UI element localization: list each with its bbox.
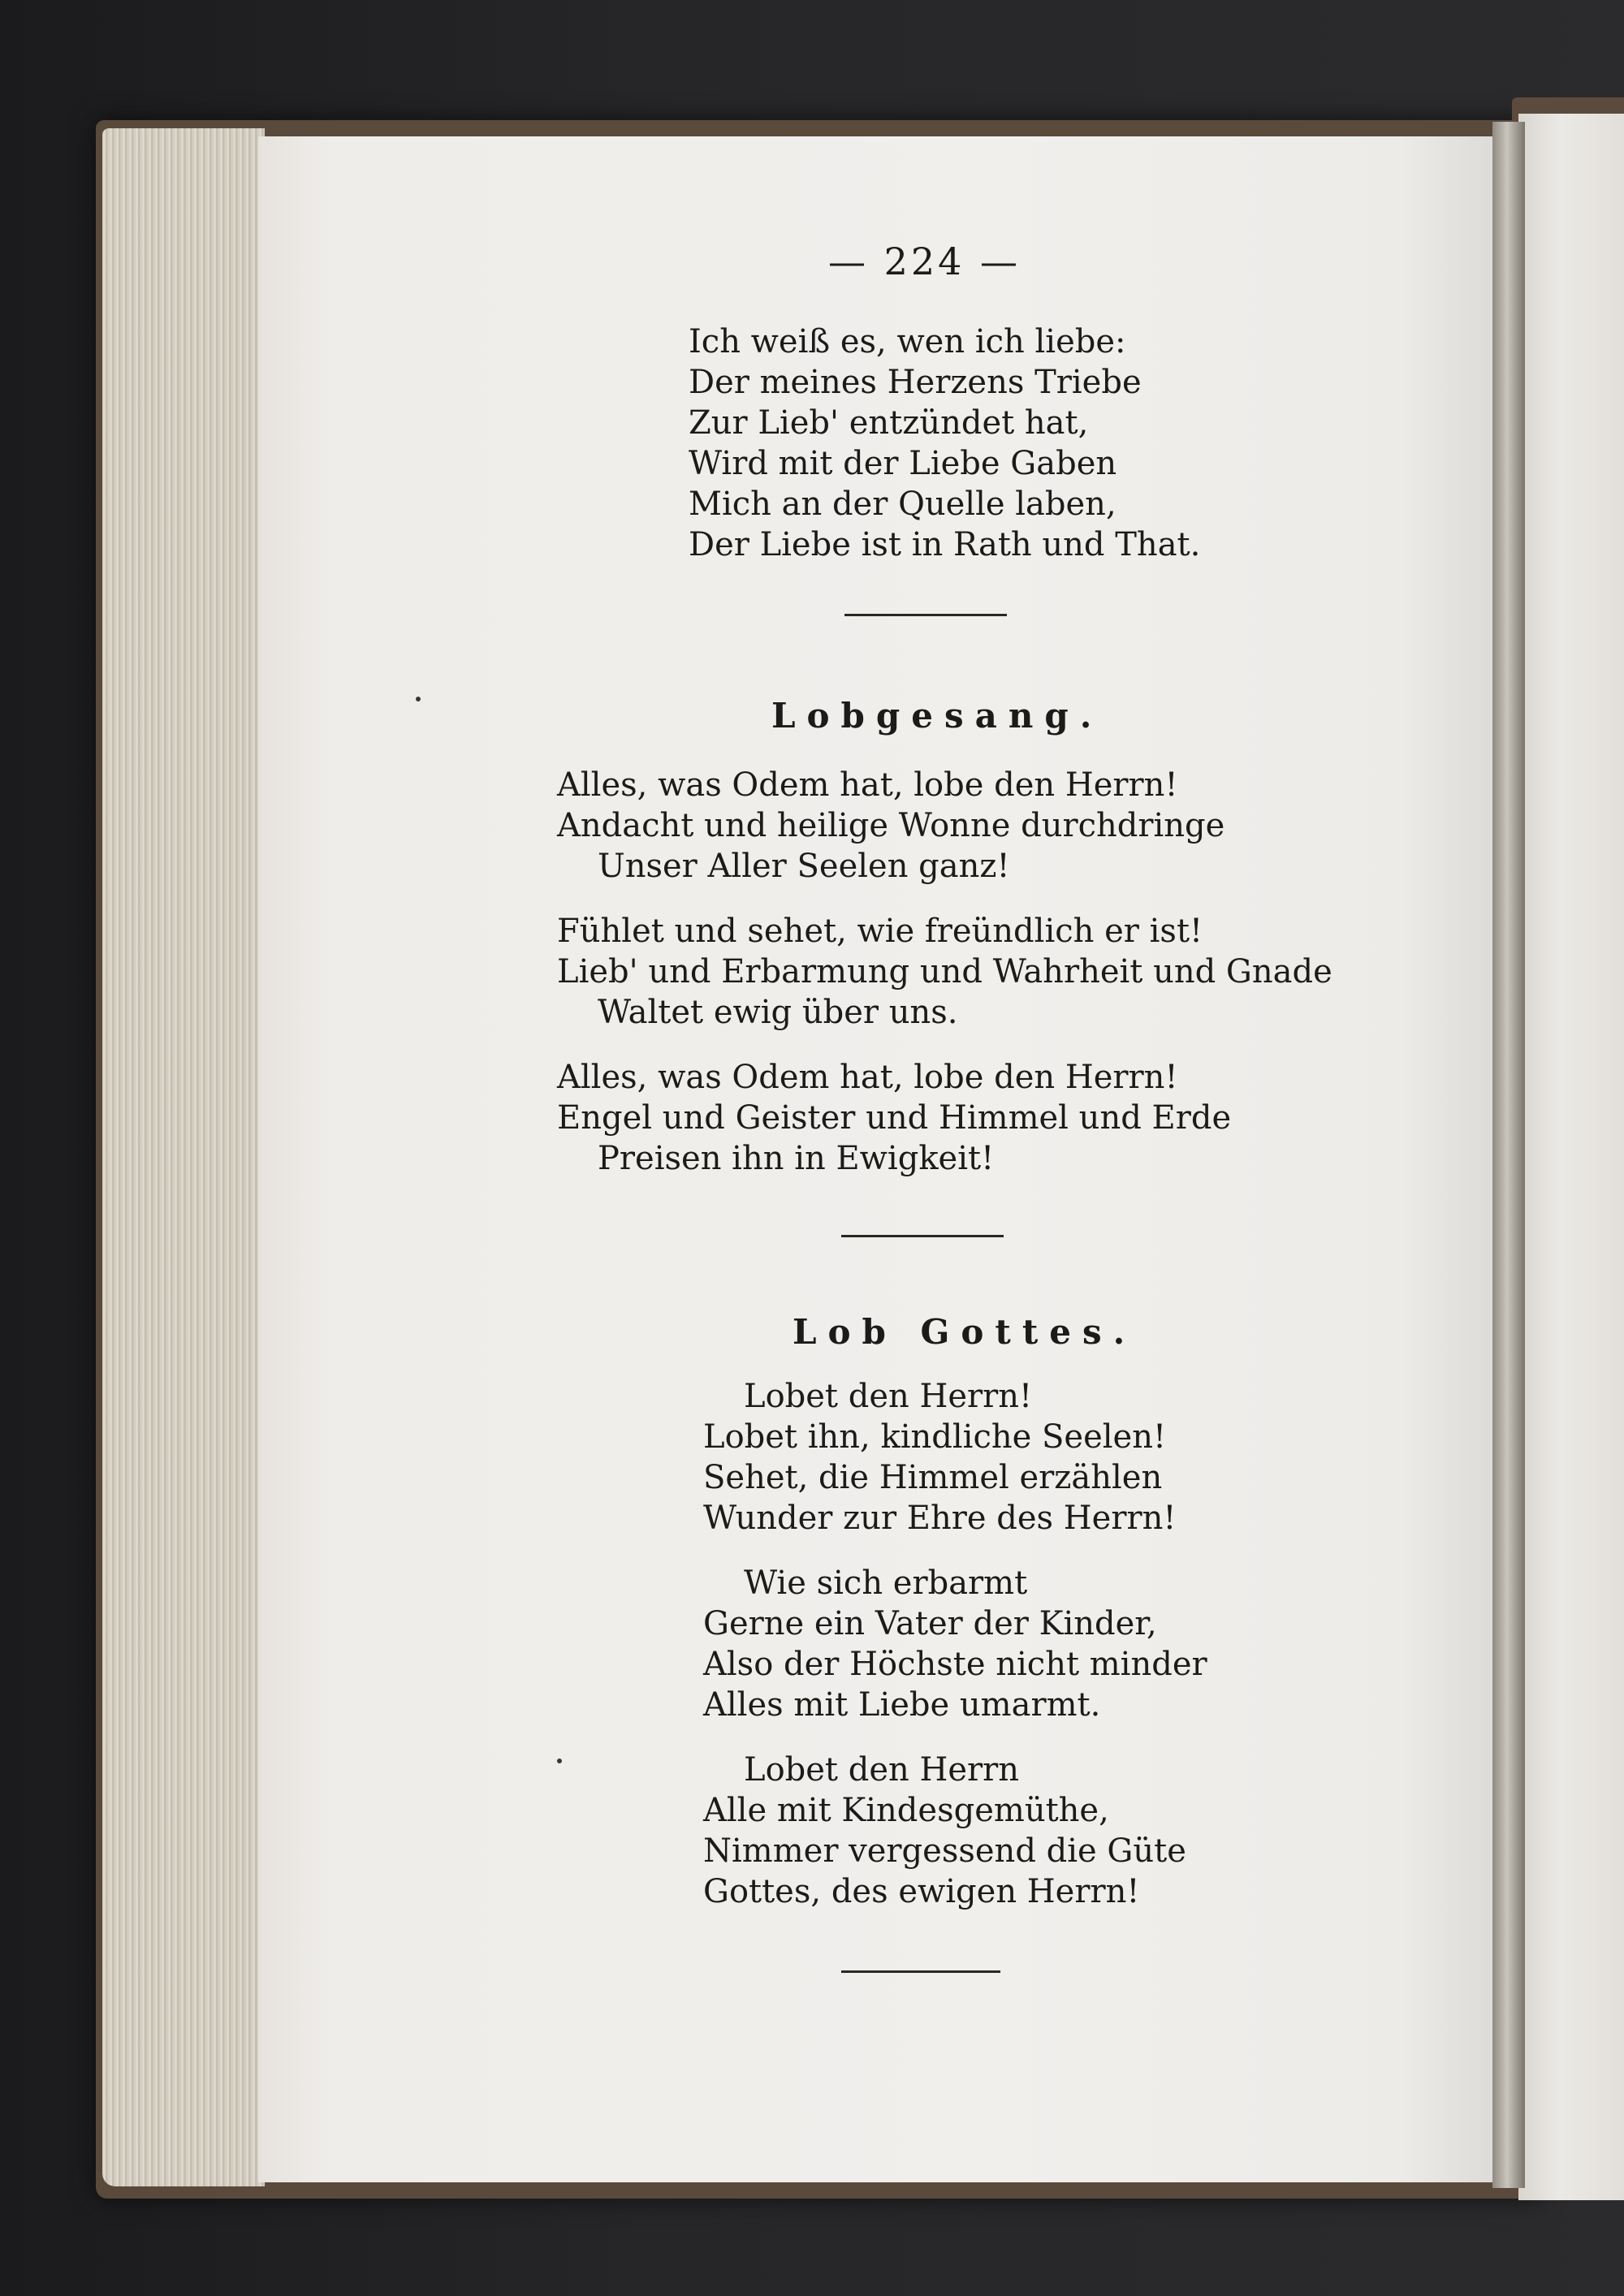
poem1-line: Mich an der Quelle laben, <box>689 486 1116 523</box>
poem2-line: Lieb' und Erbarmung und Wahrheit und Gnade <box>557 953 1332 990</box>
poem2-line: Fühlet und sehet, wie freündlich er ist! <box>557 913 1203 950</box>
book-gutter <box>1492 122 1525 2188</box>
poem3-line: Gottes, des ewigen Herrn! <box>703 1873 1140 1910</box>
poem3-line: Nimmer vergessend die Güte <box>703 1832 1186 1870</box>
poem2-line: Alles, was Odem hat, lobe den Herrn! <box>557 766 1178 804</box>
poem2-line: Engel und Geister und Himmel und Erde <box>557 1099 1232 1137</box>
poem2-line: Andacht und heilige Wonne durchdringe <box>557 807 1225 844</box>
page-block-edge <box>102 128 265 2186</box>
poem2-title: Lobgesang. <box>771 696 1104 736</box>
poem3-line: Lobet ihn, kindliche Seelen! <box>703 1418 1167 1456</box>
section-divider <box>841 1235 1004 1237</box>
poem1-line: Ich weiß es, wen ich liebe: <box>689 323 1126 360</box>
poem1-line: Wird mit der Liebe Gaben <box>689 445 1117 482</box>
poem3-line: Lobet den Herrn <box>744 1751 1020 1789</box>
poem2-line: Preisen ihn in Ewigkeit! <box>598 1140 995 1177</box>
poem3-line: Wunder zur Ehre des Herrn! <box>703 1500 1177 1537</box>
poem3-line: Alles mit Liebe umarmt. <box>703 1686 1101 1724</box>
page-number: — 224 — <box>828 240 1021 283</box>
poem1-line: Der Liebe ist in Rath und That. <box>689 526 1201 563</box>
poem1-line: Zur Lieb' entzündet hat, <box>689 404 1089 442</box>
section-divider <box>841 1970 1000 1973</box>
poem2-line: Alles, was Odem hat, lobe den Herrn! <box>557 1059 1178 1096</box>
page-speck <box>557 1759 562 1763</box>
section-divider <box>844 614 1007 616</box>
facing-page <box>1518 114 1624 2200</box>
poem2-line: Unser Aller Seelen ganz! <box>598 848 1010 885</box>
poem3-line: Sehet, die Himmel erzählen <box>703 1459 1163 1496</box>
poem3-line: Wie sich erbarmt <box>744 1564 1028 1602</box>
poem3-line: Gerne ein Vater der Kinder, <box>703 1605 1157 1642</box>
poem3-title: Lob Gottes. <box>793 1312 1137 1352</box>
poem1-line: Der meines Herzens Triebe <box>689 364 1142 401</box>
poem3-line: Lobet den Herrn! <box>744 1378 1033 1415</box>
page-speck <box>416 697 421 701</box>
poem2-line: Waltet ewig über uns. <box>598 994 958 1031</box>
poem3-line: Alle mit Kindesgemüthe, <box>703 1792 1109 1829</box>
poem3-line: Also der Höchste nicht minder <box>703 1646 1207 1683</box>
